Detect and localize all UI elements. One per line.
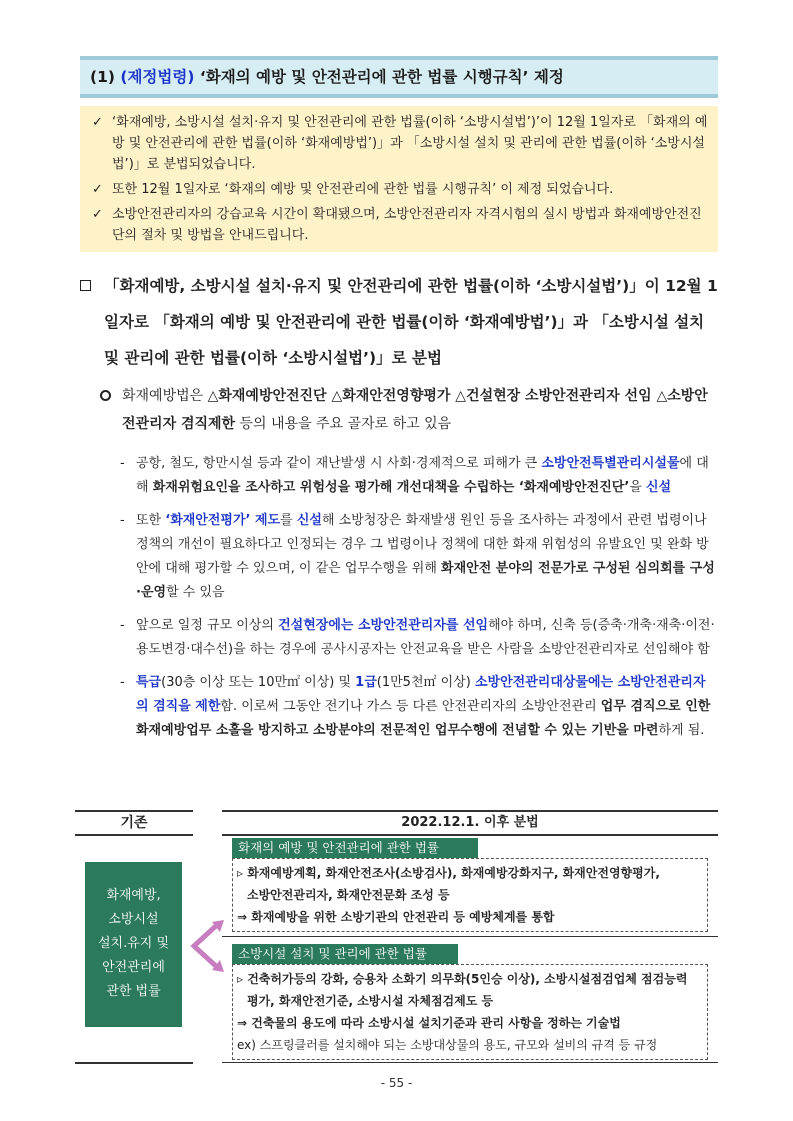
old-law-line: 관한 법률 [106,984,161,999]
detail-text: 를 [280,513,297,528]
detail-text: 또한 [136,513,166,528]
detail-text: 을 [629,480,646,495]
law-name: ‘화재의 예방 및 안전관리에 관한 법률 시행규칙’ 제정 [199,68,564,86]
law1-summary: ⇒ 화재예방을 위한 소방기관의 안전관리 등 예방체계를 통합 [237,910,555,924]
detail-highlight: ‘화재안전평가’ 제도 [165,513,281,528]
detail-text: 공항, 철도, 항만시설 등과 같이 재난발생 시 사회·경제적으로 피해가 큰 [136,456,542,471]
fire-prevention-law-block [232,838,708,932]
detail-text: (30층 이상 또는 10만㎡ 이상) 및 [161,675,356,690]
detail-text: 해야 하며, 신축 등(증축·개축·재축·이전·용도변경·대수선)을 하는 경우에 공사시공자는 안전교육을 받은 사람을 소방안전관리자로 선임해야 함 [136,618,715,657]
law-separator [222,936,718,937]
detail-text: 해 소방청장은 화재발생 원인 등을 조사하는 과정에서 관련 법령이나 정책의 개선이 필요하다고 인정되는 경우 그 법령이나 정책에 대한 화재 위험성의 유발요인 및 완화 방안에 대해 평가할 수 있으며, 이 같은 업무수행을 위해 [136,513,709,576]
check-icon: ✓ [92,115,103,130]
section-number: (1) [90,68,115,86]
sub-heading [100,382,720,438]
detail-highlight: 특급 [136,675,162,690]
sub-heading-post: 등의 내용을 주요 골자로 하고 있음 [235,416,452,432]
dash-bullet: - [120,456,125,471]
law2-line: 평가, 화재안전기준, 소방시설 자체점검제도 등 [247,994,494,1008]
detail-text: 할 수 있음 [166,585,225,600]
sub-heading-pre: 화재예방법은 [122,388,208,404]
detail-bold: 화재안전 분야의 전문가로 구성된 심의회를 구성·운영 [136,561,715,600]
comparison-old-header: 기존 [75,810,193,836]
old-law-line: 화재예방, [106,888,161,903]
section-title [80,56,718,98]
detail-item-3 [120,614,718,662]
summary-text: 소방안전관리자의 강습교육 시간이 확대됐으며, 소방안전관리자 자격시험의 실시 방법과 화재예방안전진단의 절차 및 방법을 안내드립니다. [112,207,702,243]
detail-text: (1만5천㎡ 이상) [376,675,475,690]
law2-title: 소방시설 설치 및 관리에 관한 법률 [232,944,458,964]
detail-text: 함. 이로써 그동안 전기나 가스 등 다른 안전관리자의 소방안전관리 [220,699,601,714]
detail-highlight: 건설현장에는 소방안전관리자를 선임 [278,618,489,633]
comparison-new-header: 2022.12.1. 이후 분법 [222,810,718,836]
sub-heading-text [100,382,720,438]
old-law-line: 안전관리에 [102,960,165,975]
dash-bullet: - [120,675,125,690]
sub-heading-bold: △화재예방안전진단 △화재안전영향평가 △건설현장 소방안전관리자 선임 △소방안전관리자 겸직제한 [122,388,708,432]
circle-bullet-icon [100,390,111,401]
summary-item [92,112,708,175]
main-heading-text: 「화재예방, 소방시설 설치·유지 및 안전관리에 관한 법률(이하 ‘소방시설법’)」이 12월 1일자로 「화재의 예방 및 안전관리에 관한 법률(이하 ‘화재예방법’)」과 「소방시설 설치 및 관리에 관한 법률(이하 ‘소방시설법’)」로 분법 [104,277,718,367]
detail-item-4 [120,671,718,743]
check-icon: ✓ [92,207,103,222]
detail-highlight: 신설 [296,513,322,528]
summary-box [80,106,718,252]
detail-text: 에 대해 [136,456,709,495]
law2-line: ▹ 건축허가등의 강화, 승용차 소화기 의무화(5인승 이상), 소방시설점검업체 점검능력 [237,972,688,986]
old-law-line: 소방시설 [108,912,159,927]
check-icon: ✓ [92,182,103,197]
detail-bold: 업무 겸직으로 인한 화재예방업무 소홀을 방지하고 소방분야의 전문적인 업무수행에 전념할 수 있는 기반을 마련 [136,699,711,738]
detail-item-2 [120,509,718,605]
detail-bold: 화재위험요인을 조사하고 위험성을 평가해 개선대책을 수립하는 ‘화재예방안전진단’ [152,480,630,495]
fire-facility-law-block [232,944,708,1060]
old-law-box [85,862,182,1027]
main-heading [80,268,720,376]
detail-text: 앞으로 일정 규모 이상의 [136,618,279,633]
detail-item-1 [120,452,718,500]
square-bullet-icon [80,280,91,291]
old-bottom-rule [75,1062,193,1064]
summary-item [92,204,708,246]
law1-line: 소방안전관리자, 화재안전문화 조성 등 [247,888,450,902]
law1-body [232,858,708,932]
detail-highlight: 1급 [355,675,377,690]
detail-highlight: 신설 [645,480,672,495]
page-number: - 55 - [380,1076,413,1090]
detail-highlight: 소방안전관리대상물에는 소방안전관리자의 겸직을 제한 [136,675,706,714]
split-arrows-icon [188,918,228,974]
summary-item [92,179,708,200]
law-bottom-rule [222,1062,718,1063]
detail-list [120,452,718,752]
law2-example: ex) 스프링클러를 설치해야 되는 소방대상물의 용도, 규모와 설비의 규격 등 규정 [237,1038,658,1052]
dash-bullet: - [120,513,125,528]
law-category: (제정법령) [120,68,195,86]
summary-text: 또한 12월 1일자로 ‘화재의 예방 및 안전관리에 관한 법률 시행규칙’ 이 제정 되었습니다. [112,182,614,197]
summary-text: ‘화재예방, 소방시설 설치·유지 및 안전관리에 관한 법률(이하 ‘소방시설법’)’이 12월 1일자로 「화재의 예방 및 안전관리에 관한 법률(이하 ‘화재예방법’)」과 「소방시설 설치 및 관리에 관한 법률(이하 ‘소방시설법’)」로 분법되었습니다. [112,115,708,172]
law1-line: ▹ 화재예방계획, 화재안전조사(소방검사), 화재예방강화지구, 화재안전영향평가, [237,866,660,880]
old-law-line: 설치.유지 및 [97,936,170,951]
law1-title: 화재의 예방 및 안전관리에 관한 법률 [232,838,478,858]
detail-text: 하게 됨. [658,723,705,738]
law2-body [232,964,708,1060]
detail-highlight: 소방안전특별관리시설물 [541,456,680,471]
law2-summary: ⇒ 건축물의 용도에 따라 소방시설 설치기준과 관리 사항을 정하는 기술법 [237,1016,621,1030]
dash-bullet: - [120,618,125,633]
